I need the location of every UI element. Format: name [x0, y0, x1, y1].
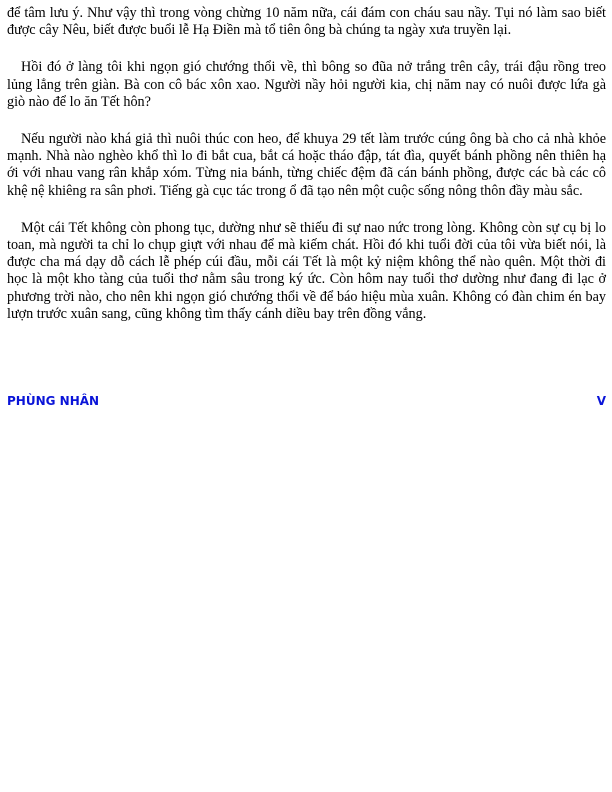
paragraph-2: Hồi đó ở làng tôi khi ngọn gió chướng thổi về, thì bông so đũa nở trắng trên cây, trái đậu rồng treo lủng lẳng trên giàn. Bà con cô bác xôn xao. Người nầy hỏi người kia, chị năm nay có nuôi được lứa gà giò nào để lo ăn Tết hôn? — [7, 59, 606, 110]
paragraph-3: Nếu người nào khá giả thì nuôi thúc con heo, để khuya 29 tết làm trước cúng ông bà cho cả nhà khỏe mạnh. Nhà nào nghèo khổ thì lo đi bắt cua, bắt cá hoặc tháo đập, tát đìa, quyết bánh phồng nên thiên hạ ới với nhau vang rân khắp xóm. Từng nia bánh, từng chiếc đệm đã cán bánh phồng, được các bà các cô khệ nệ khiêng ra sân phơi. Tiếng gà cục tác trong ổ đã tạo nên một cuộc sống nông thôn đầy màu sắc. — [7, 131, 606, 199]
page-footer — [7, 393, 606, 409]
paragraph-1: để tâm lưu ý. Như vậy thì trong vòng chừng 10 năm nữa, cái đám con cháu sau nầy. Tụi nó làm sao biết được cây Nêu, biết được buổi lễ Hạ Điền mà tổ tiên ông bà chúng ta ngày xưa truyền lại. — [7, 5, 606, 39]
paragraph-4: Một cái Tết không còn phong tục, dường như sẽ thiếu đi sự nao nức trong lòng. Không còn sự cụ bị lo toan, mà người ta chỉ lo chụp giựt với nhau để mà kiếm chát. Hồi đó khi tuổi đời của tôi vừa biết nói, là được cha má dạy dỗ cách lễ phép cúi đầu, mỗi cái Tết là một kỷ niệm không thể nào quên. Một thời đi học là một kho tàng của tuổi thơ nằm sâu trong ký ức. Còn hôm nay tuổi thơ dường như đang đi lạc ở phương trời nào, cho nên khi ngọn gió chướng thổi về để báo hiệu mùa xuân. Không có đàn chim én bay lượn trước xuân sang, cũng không tìm thấy cánh diều bay trên đồng vắng. — [7, 219, 606, 322]
page-letter: V — [596, 394, 606, 408]
article-body — [7, 5, 606, 343]
author-name: PHÙNG NHÂN — [7, 394, 100, 408]
